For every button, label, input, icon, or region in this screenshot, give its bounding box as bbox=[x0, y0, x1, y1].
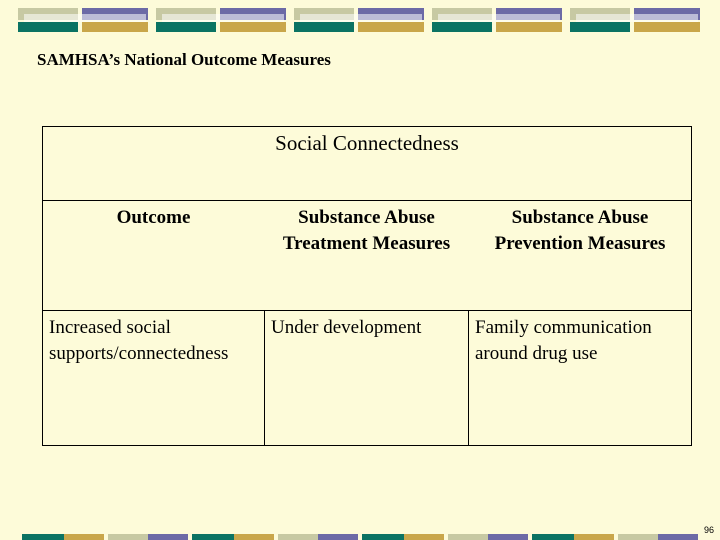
table-row bbox=[43, 311, 692, 446]
decorative-header-blocks bbox=[16, 6, 706, 34]
decorative-footer-bar bbox=[22, 534, 720, 540]
outcome-measures-table bbox=[42, 126, 692, 446]
column-header-treatment: Substance Abuse Treatment Measures bbox=[265, 201, 469, 311]
column-header-prevention: Substance Abuse Prevention Measures bbox=[469, 201, 692, 311]
cell-prevention: Family communication around drug use bbox=[469, 311, 692, 446]
table-header: Social Connectedness bbox=[43, 127, 692, 201]
column-header-outcome: Outcome bbox=[43, 201, 265, 311]
slide-title: SAMHSA’s National Outcome Measures bbox=[37, 50, 331, 69]
page-number: 96 bbox=[703, 525, 714, 535]
cell-outcome: Increased social supports/connectedness bbox=[43, 311, 265, 446]
cell-treatment: Under development bbox=[265, 311, 469, 446]
